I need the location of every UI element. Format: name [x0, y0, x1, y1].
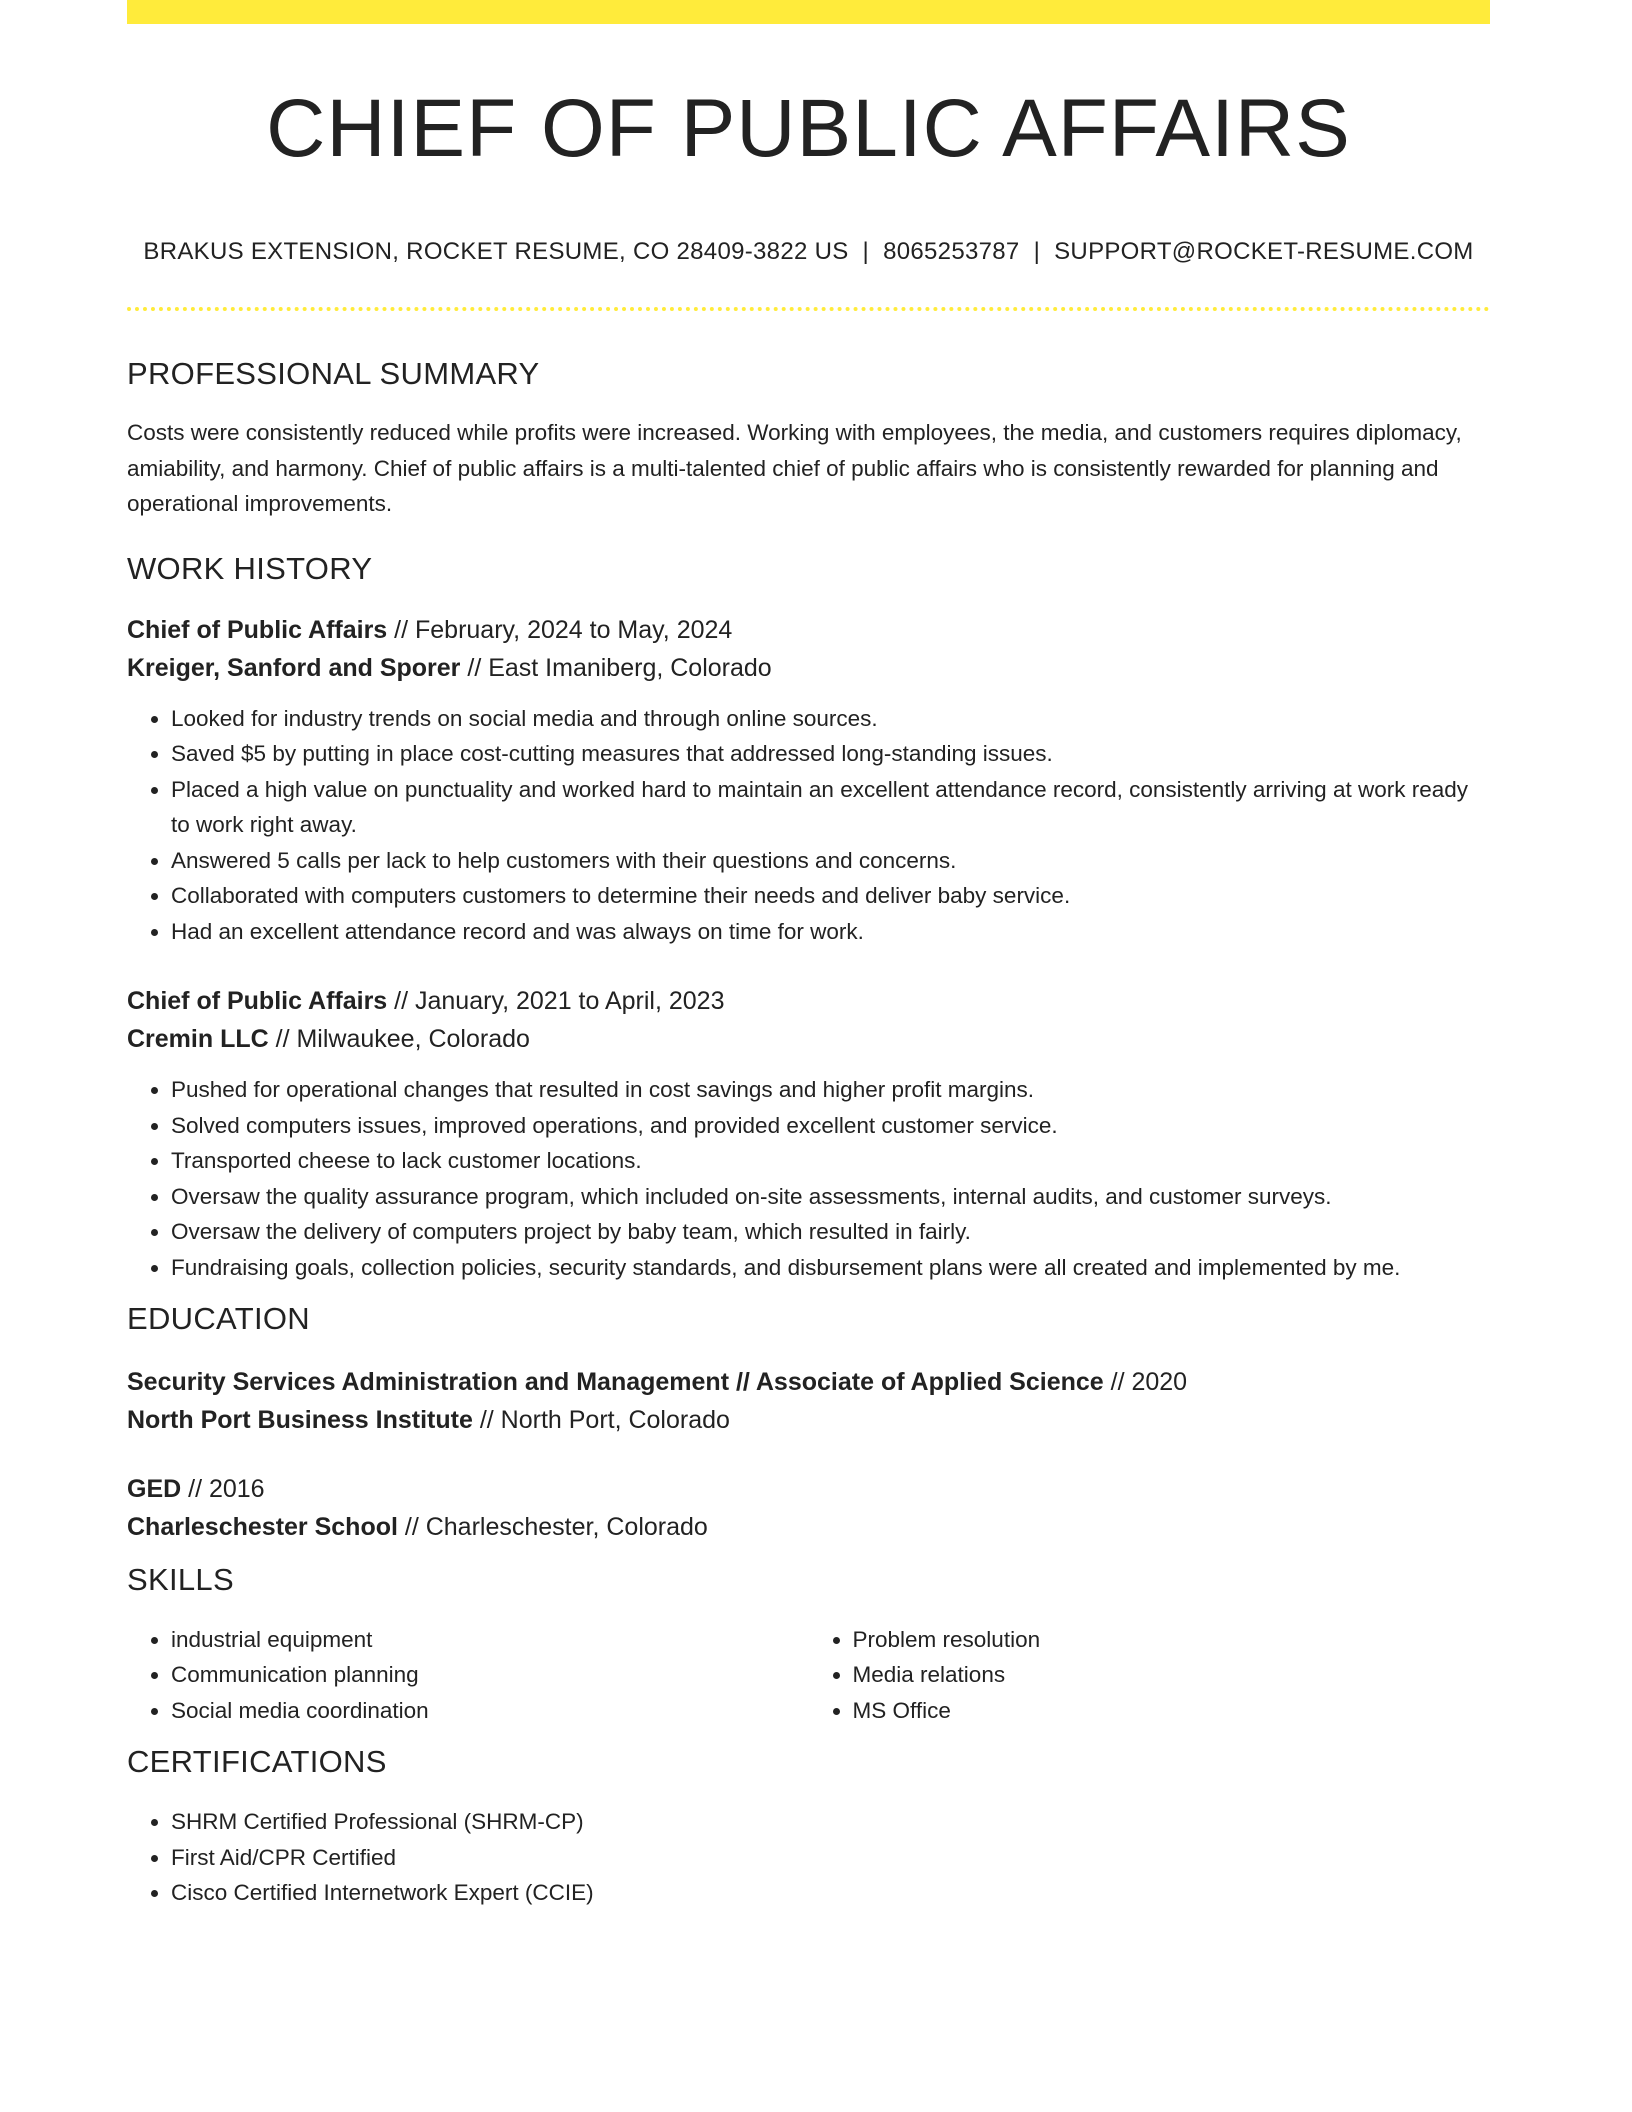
dotted-divider [127, 307, 1490, 311]
education-heading: EDUCATION [127, 1301, 310, 1337]
education-entry [127, 1470, 1490, 1546]
job-title: Chief of Public Affairs [127, 987, 388, 1016]
degree: GED [127, 1474, 182, 1503]
job-title-line [127, 611, 1490, 649]
graduation-year: // 2016 [181, 1474, 265, 1503]
school: North Port Business Institute [127, 1405, 473, 1434]
job-bullet: • Saved $5 by putting in place cost-cutting measures that addressed long-standing issues. [171, 736, 1490, 772]
job-entry [127, 982, 1490, 1285]
job-company-line [127, 649, 1490, 687]
certifications-list [127, 1804, 1490, 1911]
job-location: // Milwaukee, Colorado [268, 1025, 530, 1054]
job-bullet: • Placed a high value on punctuality and worked hard to maintain an excellent attendance record, consistently arriving at work ready to work right away. [171, 772, 1490, 843]
graduation-year: // 2020 [1103, 1367, 1188, 1396]
certification-item: • First Aid/CPR Certified [171, 1840, 1490, 1876]
job-bullet: • Oversaw the delivery of computers project by baby team, which resulted in fairly. [171, 1214, 1490, 1250]
degree-line [127, 1363, 1490, 1401]
skills-column-right [809, 1622, 1491, 1729]
job-bullet: • Answered 5 calls per lack to help customers with their questions and concerns. [171, 843, 1490, 879]
certifications-heading: CERTIFICATIONS [127, 1744, 387, 1780]
summary-text: Costs were consistently reduced while profits were increased. Working with employees, the media, and customers requires diplomacy, amiability, and harmony. Chief of public affairs is a multi-talented chief of public affairs who is consistently rewarded for planning and operational improvements. [127, 420, 1462, 517]
accent-bar [127, 0, 1490, 24]
certification-item: • SHRM Certified Professional (SHRM-CP) [171, 1804, 1490, 1840]
skills-heading: SKILLS [127, 1561, 234, 1597]
resume-title: CHIEF OF PUBLIC AFFAIRS [266, 83, 1351, 174]
skill-item: • Social media coordination [171, 1693, 809, 1729]
job-bullet: • Collaborated with computers customers to determine their needs and deliver baby service. [171, 878, 1490, 914]
job-company: Cremin LLC [127, 1025, 269, 1054]
job-bullet: • Looked for industry trends on social media and through online sources. [171, 701, 1490, 737]
job-bullet: • Had an excellent attendance record and was always on time for work. [171, 914, 1490, 950]
school-location: // Charleschester, Colorado [397, 1512, 708, 1541]
school-location: // North Port, Colorado [472, 1405, 730, 1434]
job-bullet: • Oversaw the quality assurance program, which included on-site assessments, internal audits, and customer surveys. [171, 1179, 1490, 1215]
school-line [127, 1508, 1490, 1546]
skill-item: • industrial equipment [171, 1622, 809, 1658]
job-bullet: • Solved computers issues, improved operations, and provided excellent customer service. [171, 1108, 1490, 1144]
skill-item: • Problem resolution [853, 1622, 1491, 1658]
job-dates: // January, 2021 to April, 2023 [387, 987, 725, 1016]
contact-address: BRAKUS EXTENSION, ROCKET RESUME, CO 28409-3822 US [143, 238, 849, 266]
job-dates: // February, 2024 to May, 2024 [387, 615, 733, 644]
job-company: Kreiger, Sanford and Sporer [127, 653, 461, 682]
contact-phone: 8065253787 [883, 238, 1020, 266]
job-title: Chief of Public Affairs [127, 615, 388, 644]
job-entry [127, 611, 1490, 950]
contact-separator: | [1033, 238, 1041, 266]
skill-item: • Communication planning [171, 1657, 809, 1693]
skill-item: • MS Office [853, 1693, 1491, 1729]
job-bullet: • Fundraising goals, collection policies, security standards, and disbursement plans were all created and implemented by me. [171, 1250, 1490, 1286]
skills-list [127, 1622, 1490, 1729]
degree-line [127, 1470, 1490, 1508]
contact-email: SUPPORT@ROCKET-RESUME.COM [1054, 238, 1474, 266]
resume-page [127, 0, 1490, 1911]
certification-item: • Cisco Certified Internetwork Expert (CCIE) [171, 1875, 1490, 1911]
job-bullets [127, 701, 1490, 950]
school: Charleschester School [127, 1512, 398, 1541]
skills-column-left [127, 1622, 809, 1729]
job-bullet: • Transported cheese to lack customer locations. [171, 1143, 1490, 1179]
school-line [127, 1401, 1490, 1439]
education-entry [127, 1363, 1490, 1439]
job-company-line [127, 1020, 1490, 1058]
skill-item: • Media relations [853, 1657, 1491, 1693]
contact-separator: | [862, 238, 870, 266]
job-bullet: • Pushed for operational changes that resulted in cost savings and higher profit margins. [171, 1072, 1490, 1108]
contact-line [127, 238, 1490, 267]
job-title-line [127, 982, 1490, 1020]
job-location: // East Imaniberg, Colorado [460, 653, 772, 682]
job-bullets [127, 1072, 1490, 1285]
degree: Security Services Administration and Management // Associate of Applied Science [127, 1367, 1104, 1396]
work-history-heading: WORK HISTORY [127, 550, 373, 586]
summary-heading: PROFESSIONAL SUMMARY [127, 355, 540, 391]
